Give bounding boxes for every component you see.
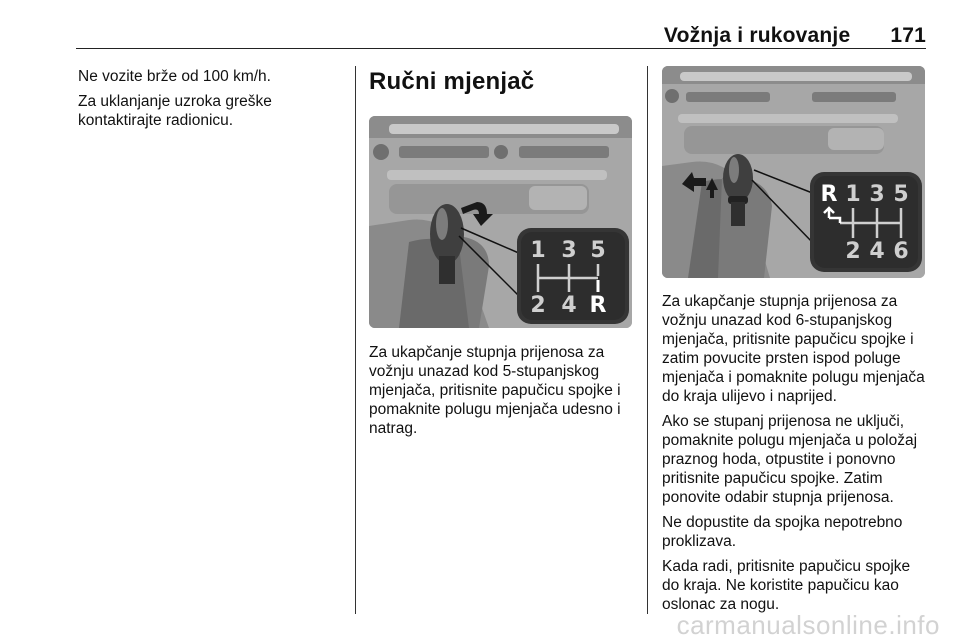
gear-label-bottom: 2 [845,239,861,264]
paragraph: Ako se stupanj prijenosa ne uključi, pomaknite polugu mjenjača u položaj praznog hoda, otpustite i ponovno pritisnite papučicu spojke. Zatim ponovite odabir stupnja prijenosa. [662,413,918,506]
manual-gearbox-6-speed-figure [662,66,925,278]
watermark: carmanualsonline.info [676,610,940,640]
gear-label-bottom: 4 [561,293,577,318]
paragraph: Za uklanjanje uzroka greške kontaktirajte radionicu. [78,93,272,129]
gear-lever-illustration [369,116,632,328]
gear-label-bottom: 2 [530,293,546,318]
paragraph: Ne dopustite da spojka nepotrebno proklizava. [662,514,903,550]
gear-label-top: 3 [869,182,885,207]
column-divider [355,66,356,614]
column-divider [647,66,648,614]
gear-lever-illustration [662,66,925,278]
paragraph: Ne vozite brže od 100 km/h. [78,68,271,85]
paragraph: Za ukapčanje stupnja prijenosa za vožnju unazad kod 6-stupanjskog mjenjača, pritisnite papučicu spojke i zatim povucite prsten ispod poluge mjenjača i pomaknite polugu mjenjača do kraja ulijevo i naprijed. [662,293,925,405]
header-section-title: Vožnja i rukovanje [663,24,851,47]
column-2-text [369,343,635,444]
gear-label-top: 1 [530,238,546,263]
gear-label-reverse: R [589,293,607,318]
gear-label-bottom: 4 [869,239,885,264]
column-3-text [662,292,926,620]
page-number: 171 [890,24,926,47]
column-2 [369,67,633,97]
paragraph: Kada radi, pritisnite papučicu spojke do kraja. Ne koristite papučicu kao oslonac za nogu. [662,558,911,613]
page-header [600,24,926,48]
header-rule [76,48,926,49]
manual-gearbox-5-speed-figure [369,116,632,328]
paragraph: Za ukapčanje stupnja prijenosa za vožnju unazad kod 5-stupanjskog mjenjača, pritisnite papučicu spojke i pomaknite polugu mjenjača udesno i natrag. [369,344,621,437]
gear-label-reverse: R [820,182,838,207]
gear-label-top: 5 [590,238,606,263]
gear-label-top: 5 [893,182,909,207]
gear-label-top: 3 [561,238,577,263]
gear-label-bottom: 6 [893,239,909,264]
column-1 [78,67,343,136]
gear-label-top: 1 [845,182,861,207]
section-title: Ručni mjenjač [369,68,535,95]
